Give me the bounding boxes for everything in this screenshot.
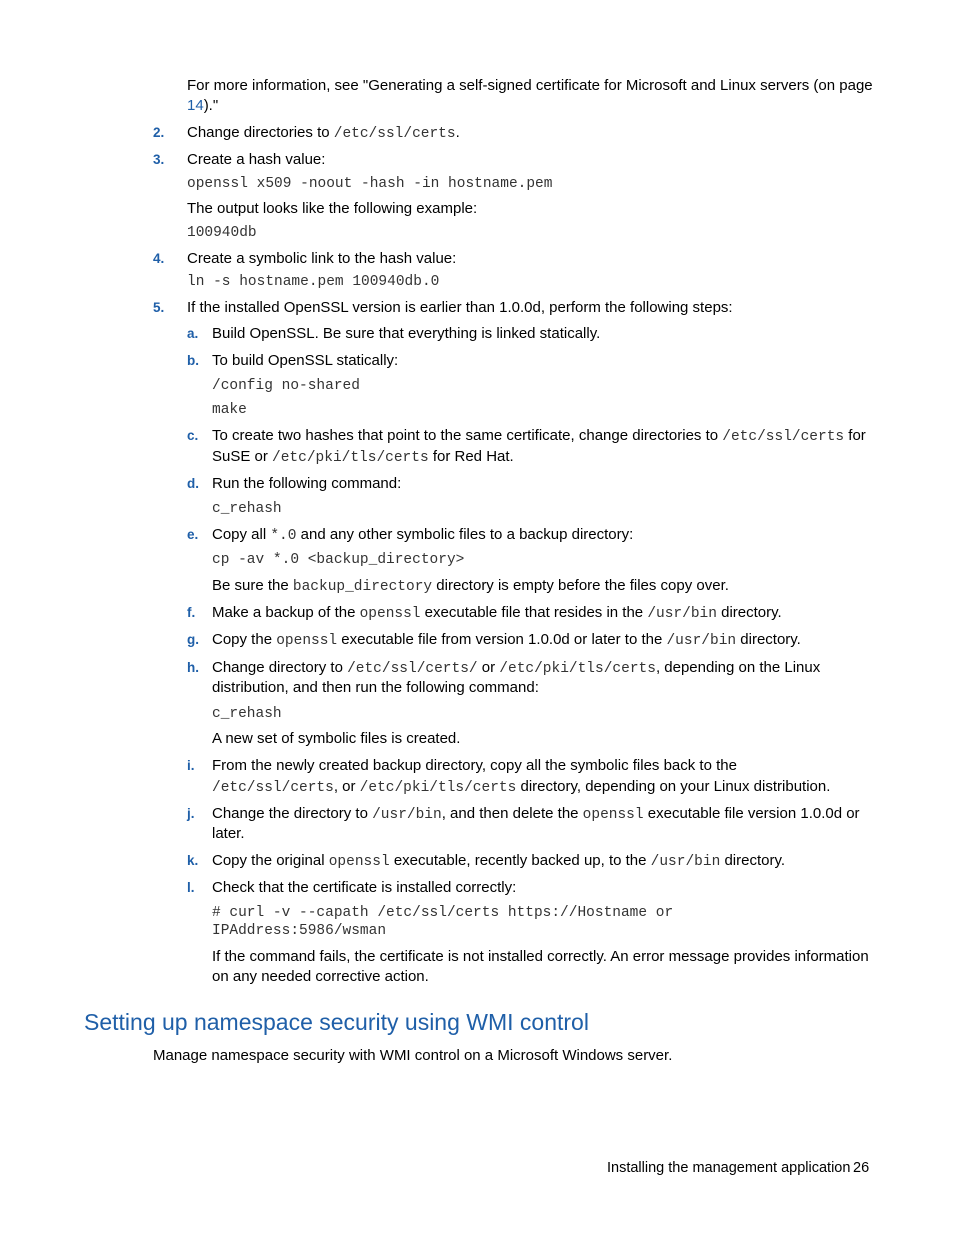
step-number: 3. (153, 152, 165, 167)
substep-letter: c. (187, 428, 199, 443)
step-number: 2. (153, 125, 165, 140)
substep-letter: a. (187, 326, 199, 341)
substep-h-text: Change directory to /etc/ssl/certs/ or /etc/pki/tls/certs, depending on the Linux (212, 659, 821, 677)
code-line: 100940db (187, 225, 257, 241)
code-line: # curl -v --capath /etc/ssl/certs https://Hostname or (212, 905, 674, 921)
substep-c-text-cont: SuSE or /etc/pki/tls/certs for Red Hat. (212, 448, 514, 466)
substep-a-text: Build OpenSSL. Be sure that everything is linked statically. (212, 325, 601, 342)
substep-c-text: To create two hashes that point to the same certificate, change directories to /etc/ssl/certs for (212, 427, 866, 445)
substep-letter: e. (187, 527, 199, 542)
substep-letter: h. (187, 660, 199, 675)
step-number: 4. (153, 251, 165, 266)
intro-paragraph: For more information, see "Generating a self-signed certificate for Microsoft and Linux servers (on page 14)." (187, 77, 873, 114)
substep-j-text: Change the directory to /usr/bin, and then delete the openssl executable file version 1.0.0d or (212, 805, 860, 823)
substep-letter: g. (187, 632, 199, 647)
substep-k-text: Copy the original openssl executable, recently backed up, to the /usr/bin directory. (212, 852, 786, 870)
step-3-text: Create a hash value: (187, 151, 326, 168)
code-line: cp -av *.0 <backup_directory> (212, 552, 465, 568)
page-link[interactable]: 14 (187, 97, 204, 114)
substep-i-text-cont: /etc/ssl/certs, or /etc/pki/tls/certs directory, depending on your Linux distribution. (212, 778, 831, 796)
code-line: openssl x509 -noout -hash -in hostname.pem (187, 176, 553, 192)
substep-g-text: Copy the openssl executable file from version 1.0.0d or later to the /usr/bin directory. (212, 631, 801, 649)
substep-f-text: Make a backup of the openssl executable file that resides in the /usr/bin directory. (212, 604, 782, 622)
code-line: ln -s hostname.pem 100940db.0 (187, 274, 440, 290)
step-4-text: Create a symbolic link to the hash value: (187, 250, 457, 267)
section-body: Manage namespace security with WMI control on a Microsoft Windows server. (153, 1047, 673, 1064)
section-heading: Setting up namespace security using WMI control (84, 1009, 589, 1035)
code-line: /config no-shared (212, 378, 360, 394)
substep-h-note: A new set of symbolic files is created. (212, 730, 461, 747)
page-number: 26 (853, 1160, 870, 1176)
substep-l-note: If the command fails, the certificate is not installed correctly. An error message provides information (212, 948, 869, 965)
code-line: IPAddress:5986/wsman (212, 923, 387, 939)
code-line: make (212, 402, 247, 418)
step-2-text: Change directories to /etc/ssl/certs. (187, 124, 460, 142)
substep-i-text: From the newly created backup directory, copy all the symbolic files back to the (212, 757, 737, 774)
substep-letter: b. (187, 353, 199, 368)
footer-title: Installing the management application (607, 1160, 851, 1176)
substep-letter: f. (187, 605, 196, 620)
substep-letter: j. (187, 806, 195, 821)
step-3-output-text: The output looks like the following example: (187, 200, 478, 217)
step-number: 5. (153, 300, 165, 315)
substep-letter: k. (187, 853, 199, 868)
code-line: c_rehash (212, 706, 282, 722)
substep-j-text-cont: later. (212, 825, 245, 842)
substep-h-text-cont: distribution, and then run the following command: (212, 679, 539, 696)
substep-l-text: Check that the certificate is installed correctly: (212, 879, 517, 896)
substep-b-text: To build OpenSSL statically: (212, 352, 399, 369)
substep-letter: d. (187, 476, 199, 491)
substep-e-text: Copy all *.0 and any other symbolic files to a backup directory: (212, 526, 634, 544)
substep-letter: i. (187, 758, 195, 773)
step-5-text: If the installed OpenSSL version is earlier than 1.0.0d, perform the following steps: (187, 299, 733, 316)
code-line: c_rehash (212, 501, 282, 517)
substep-e-note: Be sure the backup_directory directory is empty before the files copy over. (212, 577, 729, 595)
substep-letter: l. (187, 880, 195, 895)
substep-l-note-cont: on any needed corrective action. (212, 968, 429, 985)
substep-d-text: Run the following command: (212, 475, 402, 492)
